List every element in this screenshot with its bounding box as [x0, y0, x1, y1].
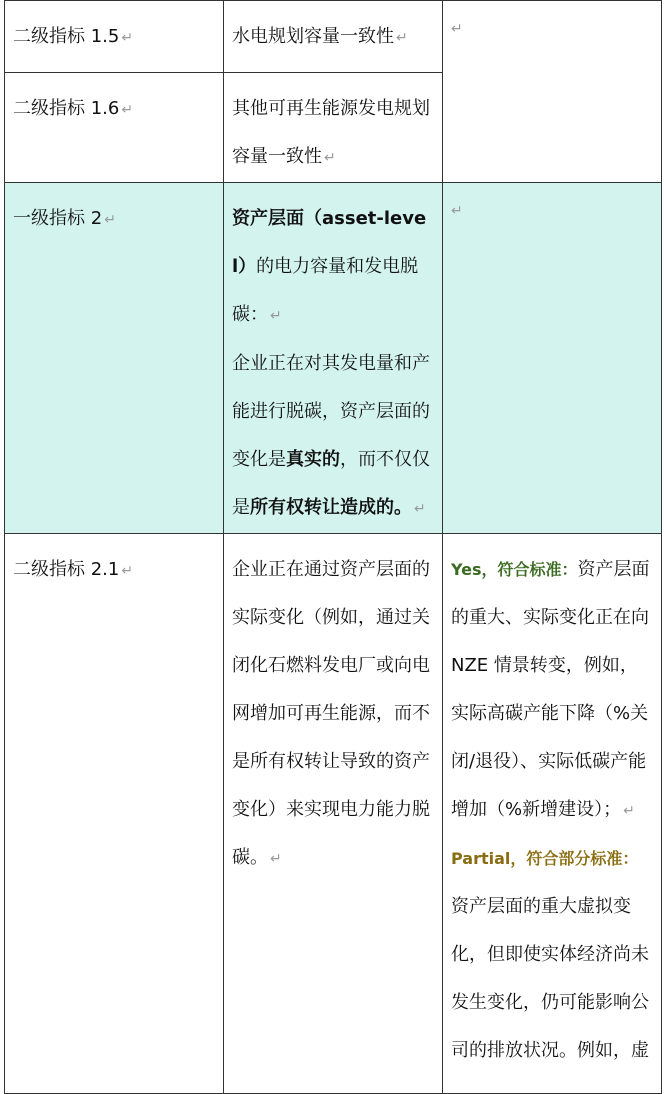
description-paragraph [232, 195, 434, 340]
paragraph-mark: ↵ [121, 102, 134, 118]
criteria-yes [451, 546, 653, 835]
paragraph-mark: ↵ [104, 212, 116, 228]
indicator-id-cell [5, 1, 224, 73]
criteria-cell [443, 183, 662, 534]
yes-text: 资产层面的重大、实际变化正在向 NZE 情景转变，例如，实际高碳产能下降（%关闭/退役）、实际低碳产能增加（%新增建设）； [451, 559, 650, 820]
description-text: 企业正在对其发电量和产能进行脱碳，资产层面的变化是 [232, 353, 430, 470]
indicator-description-cell [224, 183, 443, 534]
partial-label: Partial，符合部分标准： [451, 849, 639, 868]
indicator-id: 二级指标 1.6 [13, 98, 120, 119]
description-bold: 所有权转让造成的。 [250, 497, 412, 518]
paragraph-mark: ↵ [121, 30, 134, 46]
paragraph-mark: ↵ [451, 21, 463, 37]
table-row [5, 1, 662, 73]
indicator-id-cell [5, 534, 224, 1094]
indicator-id-cell [5, 183, 224, 534]
description-text: 的电力容量和发电脱碳： [232, 256, 419, 325]
indicator-description: 企业正在通过资产层面的实际变化（例如，通过关闭化石燃料发电厂或向电网增加可再生能源，而不是所有权转让导致的资产变化）来实现电力能力脱碳。 [232, 559, 430, 868]
paragraph-mark: ↵ [623, 803, 635, 819]
paragraph-mark: ↵ [270, 308, 282, 324]
paragraph-mark: ↵ [451, 203, 463, 219]
indicator-id: 一级指标 2 [13, 208, 103, 229]
description-paragraph [232, 340, 434, 533]
indicator-description-cell [224, 1, 443, 73]
indicator-id: 二级指标 1.5 [13, 26, 120, 47]
indicator-description: 水电规划容量一致性 [232, 26, 394, 47]
description-text: ，而不仅仅是 [232, 449, 430, 518]
table-row [5, 534, 662, 1094]
indicator-description: 其他可再生能源发电规划容量一致性 [232, 98, 430, 167]
indicator-description-cell [224, 534, 443, 1094]
indicator-id-cell [5, 73, 224, 183]
paragraph-mark: ↵ [414, 501, 426, 517]
paragraph-mark: ↵ [324, 150, 336, 166]
paragraph-mark: ↵ [270, 851, 282, 867]
yes-label: Yes，符合标准： [451, 560, 578, 579]
paragraph-mark: ↵ [396, 30, 408, 46]
criteria-cell [443, 534, 662, 1094]
indicator-description-cell [224, 73, 443, 183]
description-bold: 真实的 [286, 449, 340, 470]
partial-text: 资产层面的重大虚拟变化，但即使实体经济尚未发生变化，仍可能影响公司的排放状况。例如，虚 [451, 896, 649, 1061]
paragraph-mark: ↵ [121, 563, 134, 579]
table-row [5, 183, 662, 534]
indicator-table [4, 0, 662, 1094]
criteria-partial [451, 835, 653, 1075]
criteria-cell [443, 1, 662, 183]
description-bold: 资产层面（asset-level） [232, 208, 427, 277]
indicator-id: 二级指标 2.1 [13, 559, 120, 580]
